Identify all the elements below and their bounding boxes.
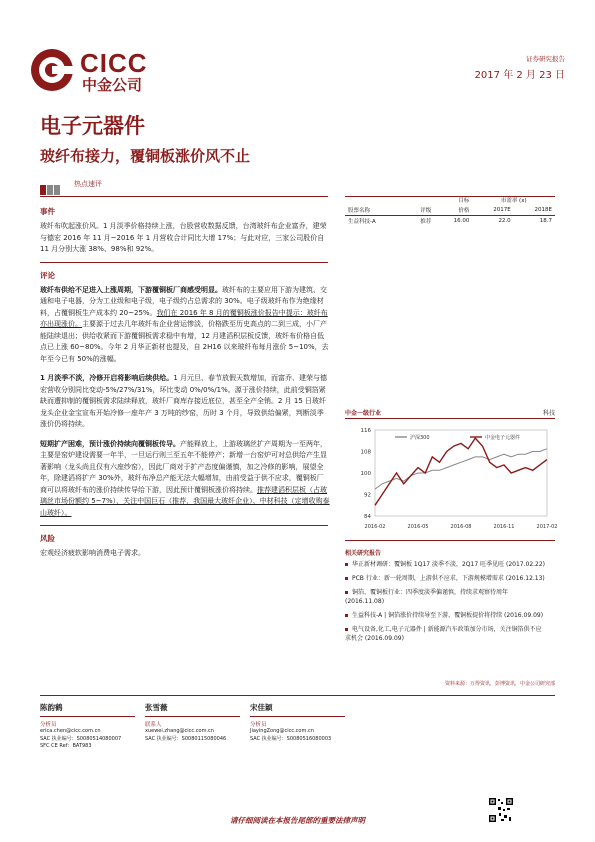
related-item-text: 生益科技-A | 铜箔涨价持续导至下游，覆铜板提价将持续 (2016.09.09) (352, 612, 544, 619)
chart-title: 中金一级行业 (345, 410, 382, 417)
divider (40, 262, 328, 263)
comment-paragraph-1 (40, 285, 330, 366)
section-title-event: 事件 (40, 207, 55, 216)
table-cell: 16.00 (453, 218, 470, 224)
performance-chart (345, 424, 558, 534)
document-type: 证券研究报告 (526, 55, 565, 63)
analyst-role: 联系人 (145, 722, 162, 728)
y-tick-label: 108 (360, 449, 371, 456)
divider (40, 695, 555, 696)
bullet-icon (345, 628, 348, 631)
paragraph-text: 主要源于过去几年玻纤布企业营运惨淡，价格跌至历史高点的二到三成，小厂产能陆续退出；供给收紧而下游覆铜板需求稳中有增，12 月建滔积层板反馈，玻纤布价格自低点已上涨 60~80%。今年 2 月华正新材也提及，自 2H16 以来玻纤布每月涨价 5~10%，去年至今已有 50%的涨幅。 (40, 320, 329, 363)
related-item-text: PCB 行业：新一轮周期，上游供不应求，下游规模增需求 (2016.12.13) (352, 575, 545, 582)
y-tick-label: 84 (364, 514, 371, 520)
analyst-name: 宋佳颖 (250, 703, 273, 712)
list-item[interactable] (345, 560, 545, 569)
legend-label: 沪深300 (410, 435, 430, 441)
paragraph-lead: 1 月淡季不淡，冷修开启将影响后续供给。 (40, 374, 174, 382)
bullet-icon (345, 614, 348, 617)
table-header-row (345, 205, 555, 216)
x-tick-label: 2016-02 (364, 524, 386, 530)
analyst-card (145, 702, 245, 743)
legal-notice: 请仔细阅读在本报告尾部的重要法律声明 (230, 816, 365, 825)
paragraph-highlight: 推荐建滔积层板（占玻璃丝市场份额约 5~7%），关注中国巨石（推荐，我国最大玻纤企业）、中材科技（定增收购泰山玻纤）。 (40, 485, 330, 517)
paragraph-lead: 玻纤布供给不足进入上涨周期，下游覆铜板厂商感受明显。 (40, 285, 222, 294)
report-body (40, 206, 330, 560)
chart-ylabel: 科技 (542, 410, 555, 417)
analyst-card (40, 702, 140, 751)
analyst-email[interactable]: erica.chen@cicc.com.cn (40, 728, 101, 734)
divider (40, 196, 328, 197)
brand-name-en: CICC (80, 48, 148, 78)
comment-paragraph-3 (40, 439, 330, 520)
sector-title: 电子元器件 (40, 114, 145, 138)
x-tick-label: 2016-05 (407, 524, 429, 530)
analyst-card (250, 702, 350, 743)
x-tick-label: 2017-02 (536, 524, 558, 530)
cicc-logo-icon (30, 48, 74, 92)
tag-marker (40, 180, 62, 190)
bullet-icon (345, 591, 348, 594)
table-cell: 18.7 (539, 218, 552, 224)
paragraph-highlight: 我们在 2016 年 8 月的覆铜板涨价报告中提示：玻纤布亦出现涨价。 (40, 308, 328, 328)
table-header: 价格 (458, 208, 470, 214)
qr-code-icon (488, 797, 514, 823)
analyst-name: 张雪薇 (145, 703, 168, 712)
bullet-icon (345, 563, 348, 566)
paragraph-text: 产能释放上，上游玻璃丝扩产周期为一至两年，主要是窑炉建设需要一年半，一旦运行则三至五年不能停产；新增一台窑炉可对总供给产生显著影响（龙头尚且仅有六座纱窑），因此厂商对于扩产态度偏谨慎，加之冷修的影响，展望全年，除建滔将扩产 30%外，玻纤布净总产能无法大幅增加，由前受益于供不应求，覆铜板厂商可以将玻纤布的涨价持续传导给下游，因此预计覆铜板涨价将持续。 (40, 439, 327, 494)
list-item[interactable] (345, 588, 545, 606)
analyst-email[interactable]: JiayingZong@cicc.com.cn (250, 728, 314, 734)
table-cell: 推荐 (420, 219, 432, 225)
divider (40, 716, 135, 717)
paragraph-text: 玻纤布的主要应用下游为建筑、交通和电子电器，分为工业级和电子级，电子级约占总需求的 30%。电子级玻纤布作为绝缘材料，占覆铜板生产成本约 20~25%。 (40, 285, 327, 317)
risk-paragraph: 宏观经济疲软影响消费电子需求。 (40, 549, 145, 557)
y-tick-label: 100 (360, 471, 371, 477)
divider (345, 418, 555, 419)
report-date: 2017 年 2 月 23 日 (474, 70, 565, 81)
x-tick-label: 2016-08 (450, 524, 472, 530)
list-item[interactable] (345, 574, 545, 583)
y-tick-label: 92 (364, 492, 371, 499)
analyst-email[interactable]: xuewei.zhang@cicc.com.cn (145, 728, 214, 734)
tag-label: 热点速评 (74, 180, 102, 188)
table-cell: 生益科技-A (348, 219, 376, 225)
table-header: 目标 (458, 198, 470, 204)
x-tick-label: 2016-11 (493, 524, 515, 530)
divider (345, 540, 555, 541)
table-row (345, 216, 555, 227)
table-cell: 22.0 (498, 218, 511, 224)
analyst-name: 陈韵鹤 (40, 703, 63, 712)
list-item[interactable] (345, 625, 545, 643)
ratings-table-container (345, 195, 555, 226)
divider (40, 525, 328, 526)
divider (250, 716, 345, 717)
list-item[interactable] (345, 611, 545, 620)
comment-paragraph-2 (40, 373, 330, 431)
related-title: 相关研究报告 (345, 550, 382, 557)
analyst-sac: SAC 执业编号：S0080516080003 (250, 735, 332, 742)
event-paragraph: 玻纤布吹起涨价风。1 月淡季价格持续上涨，台股营收数据反馈，台湾玻纤布企业富乔，建荣与德宏 2016 年 11 月~2016 年 1 月营收合计同比大增 17%；与此对应，三家公司股价自 11 月分别大涨 38%、98%和 92%。 (40, 222, 327, 253)
analyst-sac: SAC 执业编号：S0080115080046 (145, 735, 227, 742)
source-note: 资料来源：万得资讯，彭博资讯，中金公司研究部 (444, 681, 555, 687)
table-header: 2018E (534, 207, 552, 213)
series-line-2 (375, 438, 547, 505)
analyst-role: 分析员 (40, 722, 57, 728)
section-title-risk: 风险 (40, 534, 55, 543)
analyst-sfc: SFC CE Ref：BAT983 (40, 743, 92, 749)
bullet-icon (345, 577, 348, 580)
divider (145, 716, 240, 717)
brand-name-cn: 中金公司 (82, 76, 143, 94)
table-header: 股票名称 (348, 208, 371, 214)
paragraph-text: 1 月元旦、春节放假天数增加，而富乔、建荣与德宏营收分别同比变动-5%/27%/31%，环比变动 0%/0%/1%。源于涨价持续，此前受铜箔紧缺而遭抑制的覆铜板需求陆续释放，玻纤厂商库存接近底位，甚至全产全销。2 月 15 日玻纤龙头企业金宝宣布开始冷修一座年产 3 万吨的纱窑，历时 3 个月，导致供给偏紧，判断淡季涨价仍将持续。 (40, 374, 327, 428)
table-header: 市盈率 (x) (500, 198, 527, 204)
analyst-sac: SAC 执业编号：S0080514080007 (40, 735, 122, 742)
table-header: 评级 (420, 208, 432, 214)
analyst-role: 分析员 (250, 722, 267, 728)
section-title-comment: 评论 (40, 270, 55, 280)
legend-label: 中金电子元器件 (485, 435, 521, 441)
table-header: 2017E (493, 207, 511, 213)
related-list (345, 560, 545, 643)
ratings-table (345, 195, 555, 226)
paragraph-lead: 短期扩产困难，预计涨价持续向覆铜板传导。 (40, 439, 180, 448)
related-item-text: 华正新材调研：覆铜板 1Q17 淡季不淡，2Q17 旺季见旺 (2017.02.22) (352, 561, 546, 568)
y-tick-label: 116 (360, 428, 371, 434)
related-item-text: 铜箔、覆铜板行业：四季度淡季偏谨慎，持续求观察待周年 (2016.11.08) (345, 589, 509, 605)
report-headline: 玻纤布接力，覆铜板涨价风不止 (40, 147, 251, 165)
related-item-text: 电气设备,化工,电子元器件 | 新能源汽车政策加分市场，关注铜箔供不应求机会 (2016.09.09) (345, 626, 542, 642)
